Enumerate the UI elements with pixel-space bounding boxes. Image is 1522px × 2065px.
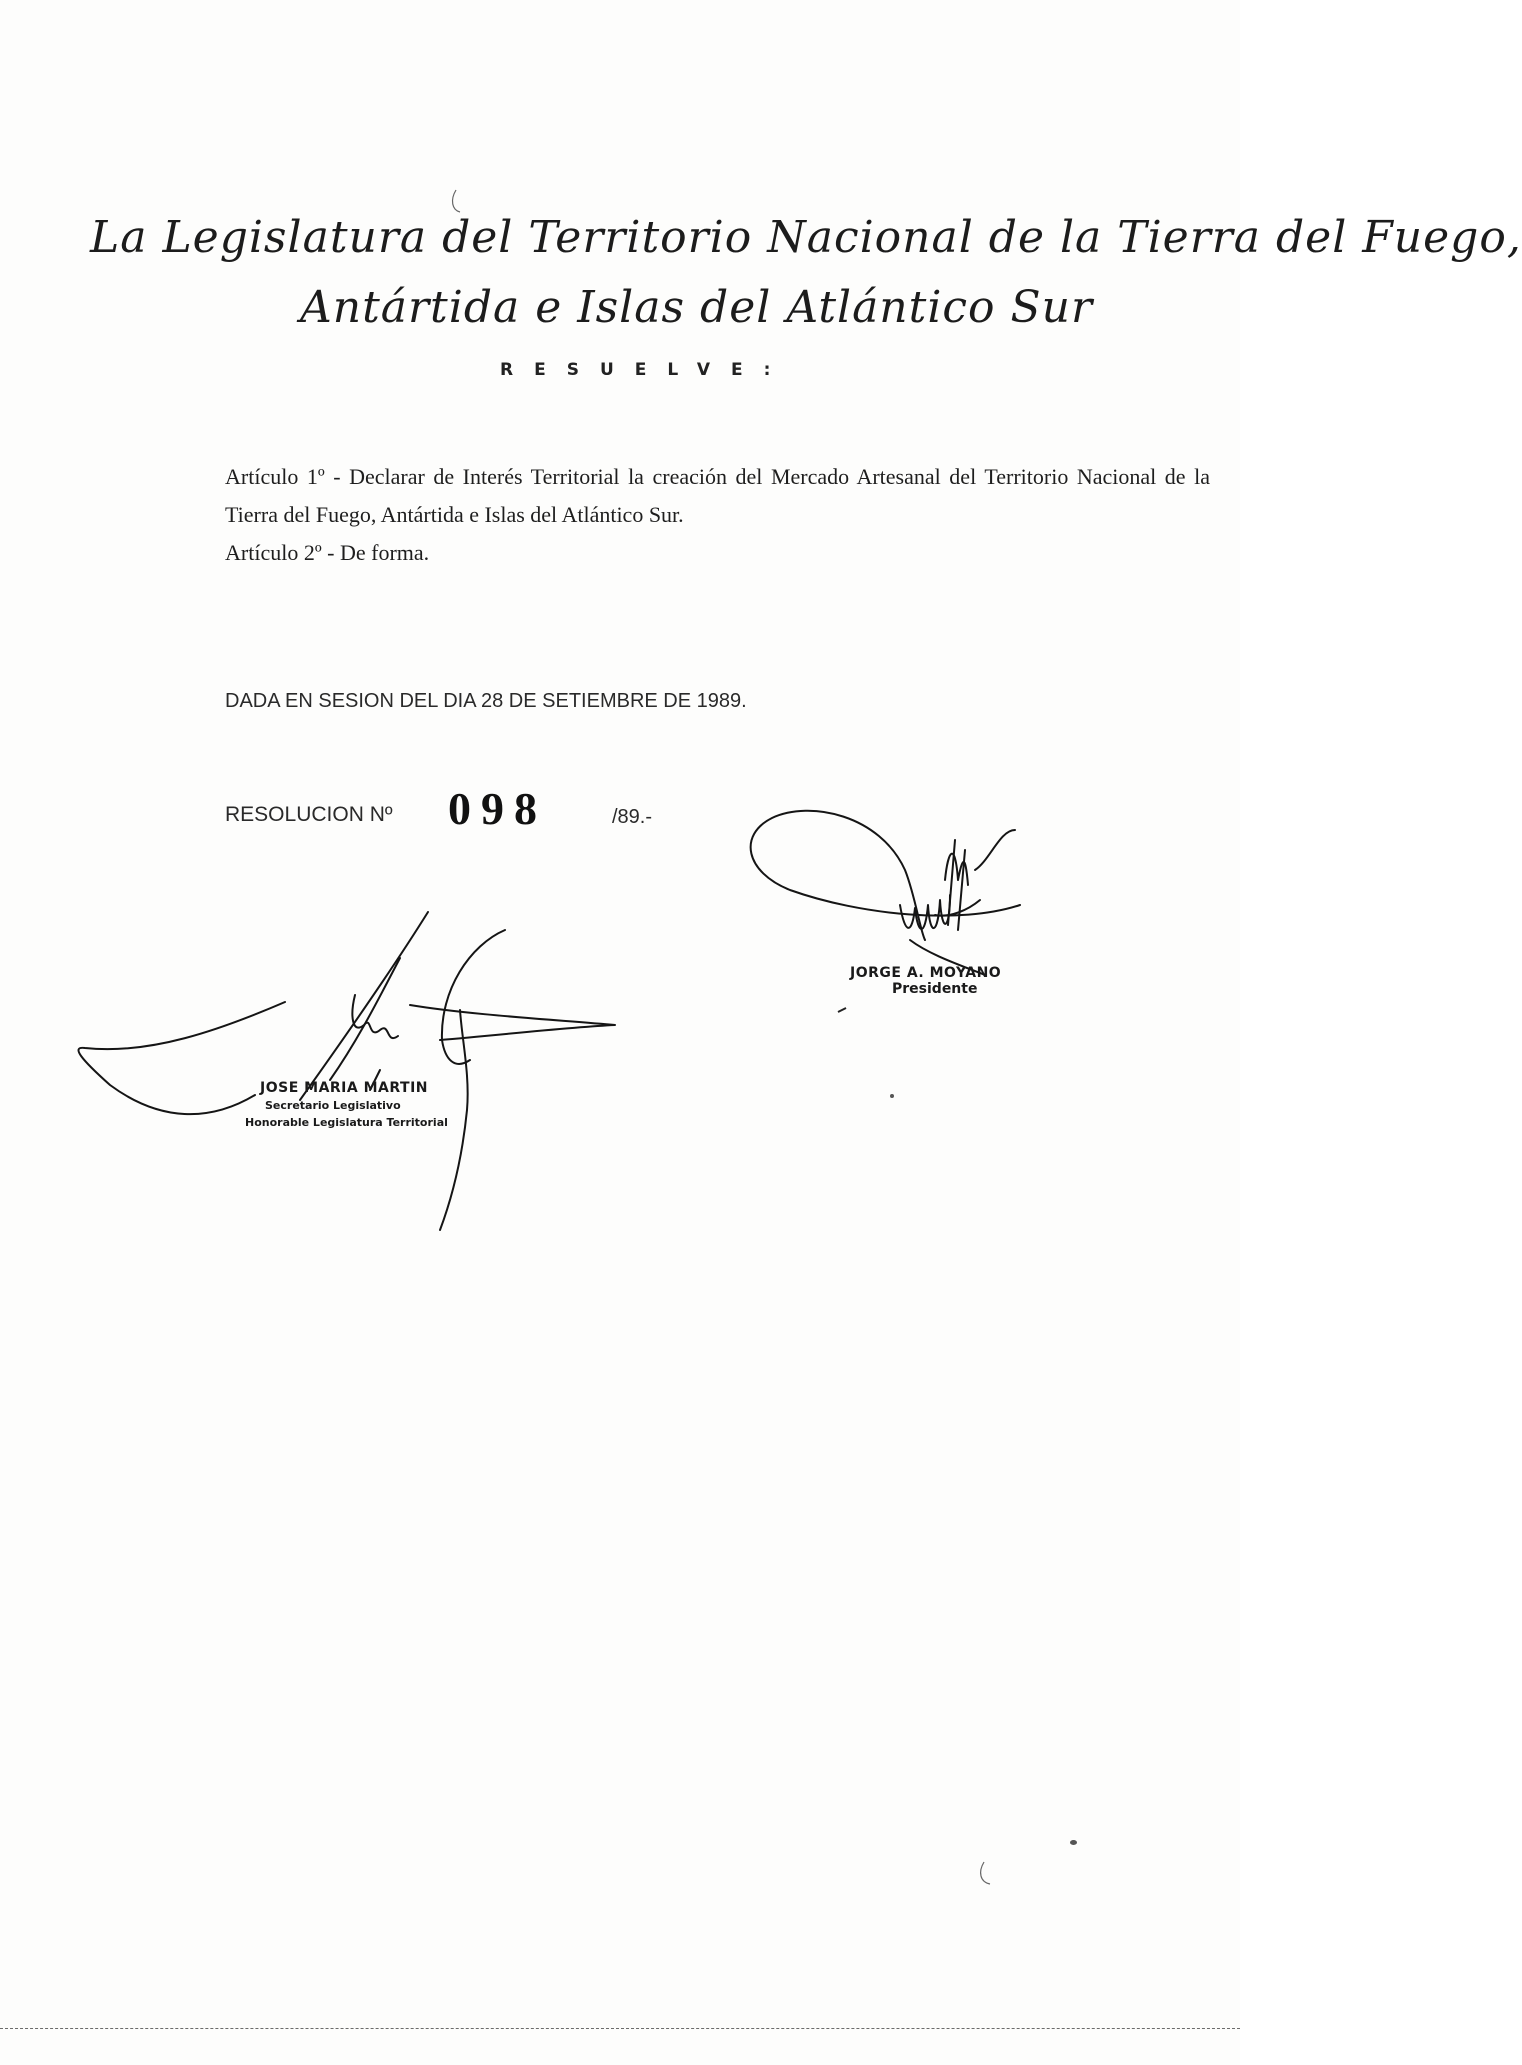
resolution-year: /89.- <box>612 806 653 828</box>
secretary-name: JOSE MARIA MARTIN <box>260 1080 428 1096</box>
bottom-dashed-rule <box>0 2028 1240 2029</box>
secretary-signature <box>78 912 615 1230</box>
president-role: Presidente <box>892 981 978 997</box>
stray-ink-bottom <box>981 1862 990 1884</box>
stray-ink-top <box>453 190 460 212</box>
president-stamp <box>850 965 1050 997</box>
article-1: Artículo 1º - Declarar de Interés Territorial la creación del Mercado Artesanal del Territorio Nacional de la Tierra del Fuego, Antártida e Islas del Atlántico Sur. <box>225 464 1210 527</box>
session-date-line: DADA EN SESION DEL DIA 28 DE SETIEMBRE DE 1989. <box>225 690 747 712</box>
resuelve-heading: RESUELVE: <box>500 360 792 380</box>
legislature-heading-line-2: Antártida e Islas del Atlántico Sur <box>300 282 1094 333</box>
secretary-organization: Honorable Legislatura Territorial <box>245 1116 448 1129</box>
legislature-heading-line-1: La Legislatura del Territorio Nacional de la Tierra del Fuego, <box>90 212 1522 263</box>
articles-block <box>225 458 1210 572</box>
article-2: Artículo 2º - De forma. <box>225 540 430 565</box>
president-name: JORGE A. MOYANO <box>850 965 1002 981</box>
president-signature <box>751 811 1020 975</box>
secretary-stamp <box>245 1080 485 1131</box>
resolution-number: 098 <box>448 783 547 834</box>
secretary-role: Secretario Legislativo <box>265 1099 401 1112</box>
ink-speck <box>890 1094 894 1098</box>
ink-speck <box>1070 1840 1077 1845</box>
resolution-label: RESOLUCION Nº <box>225 803 393 826</box>
stray-mark <box>838 1008 846 1012</box>
